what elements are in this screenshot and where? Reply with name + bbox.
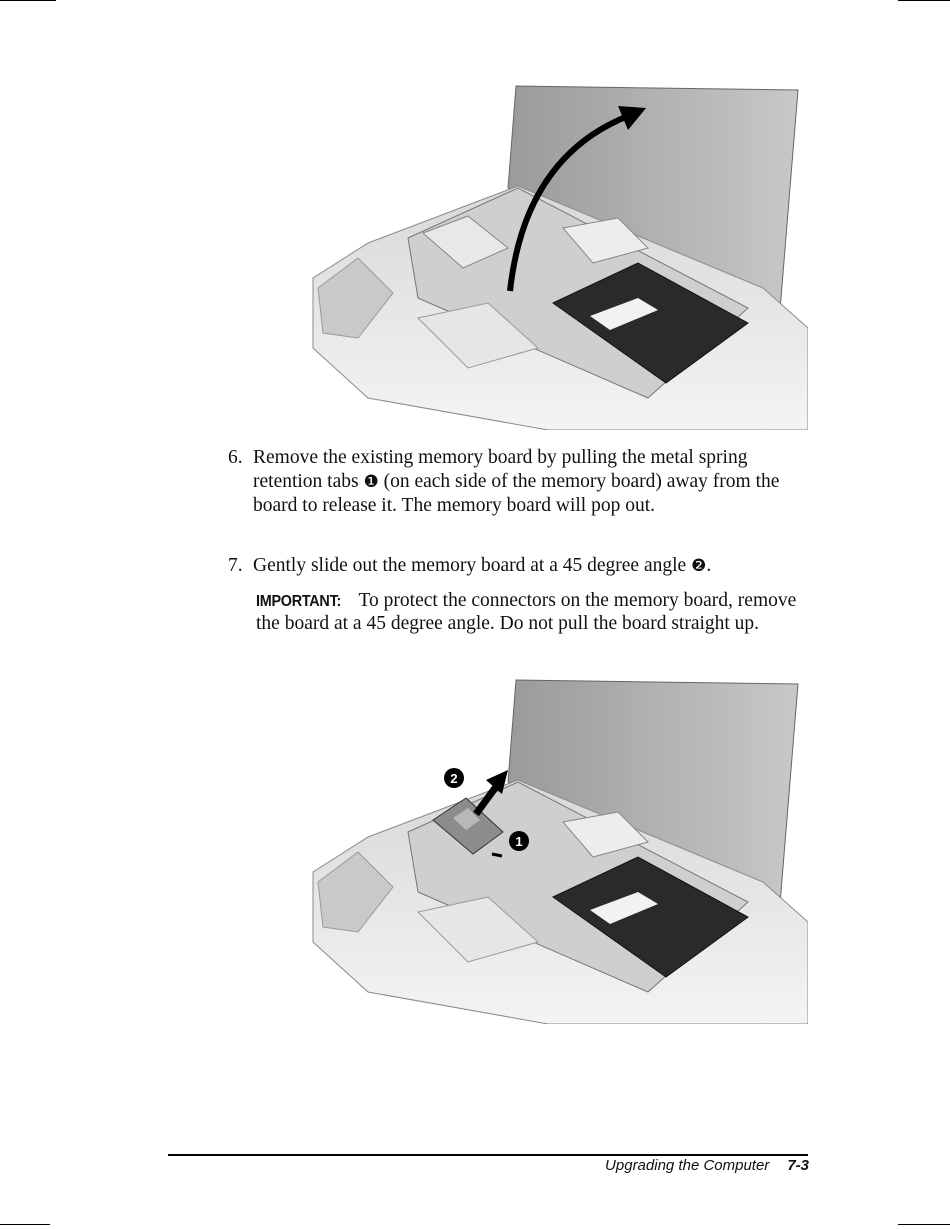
important-note [256,590,816,635]
callout-2-label: 2 [450,771,458,786]
figure-memory-cover-open [218,78,808,430]
tab-arrow [492,854,502,856]
step-text-continued: . [706,555,712,576]
crop-mark-bottom-right [898,1224,950,1225]
step-6 [228,446,808,518]
page-number: 7-3 [787,1157,809,1174]
figure-memory-board-removal [218,672,808,1024]
callout-1-label: 1 [515,834,523,849]
footer-chapter-title: Upgrading the Computer [605,1157,770,1174]
important-text: To protect the connectors on the memory board, remove the board at a 45 degree angle. Do not pull the board straight up. [256,590,797,634]
callout-2-glyph: ❷ [691,556,707,576]
step-text: Gently slide out the memory board at a 45 degree angle [253,555,692,576]
callout-1-glyph: ❶ [363,472,379,492]
step-number: 6. [228,447,243,468]
important-label: IMPORTANT: [256,593,342,610]
crop-mark-top-right [898,0,950,1]
step-text-continued: (on each side of the memory board) away from the board to release it. The memory board will pop out. [253,471,780,516]
step-number: 7. [228,555,243,576]
step-7 [228,554,808,578]
crop-mark-bottom-left [0,1224,50,1225]
crop-mark-top-left [0,0,56,1]
step-text: Remove the existing memory board by pulling the metal spring retention tabs [253,447,748,492]
footer-rule [168,1154,808,1156]
page-footer [605,1157,809,1174]
